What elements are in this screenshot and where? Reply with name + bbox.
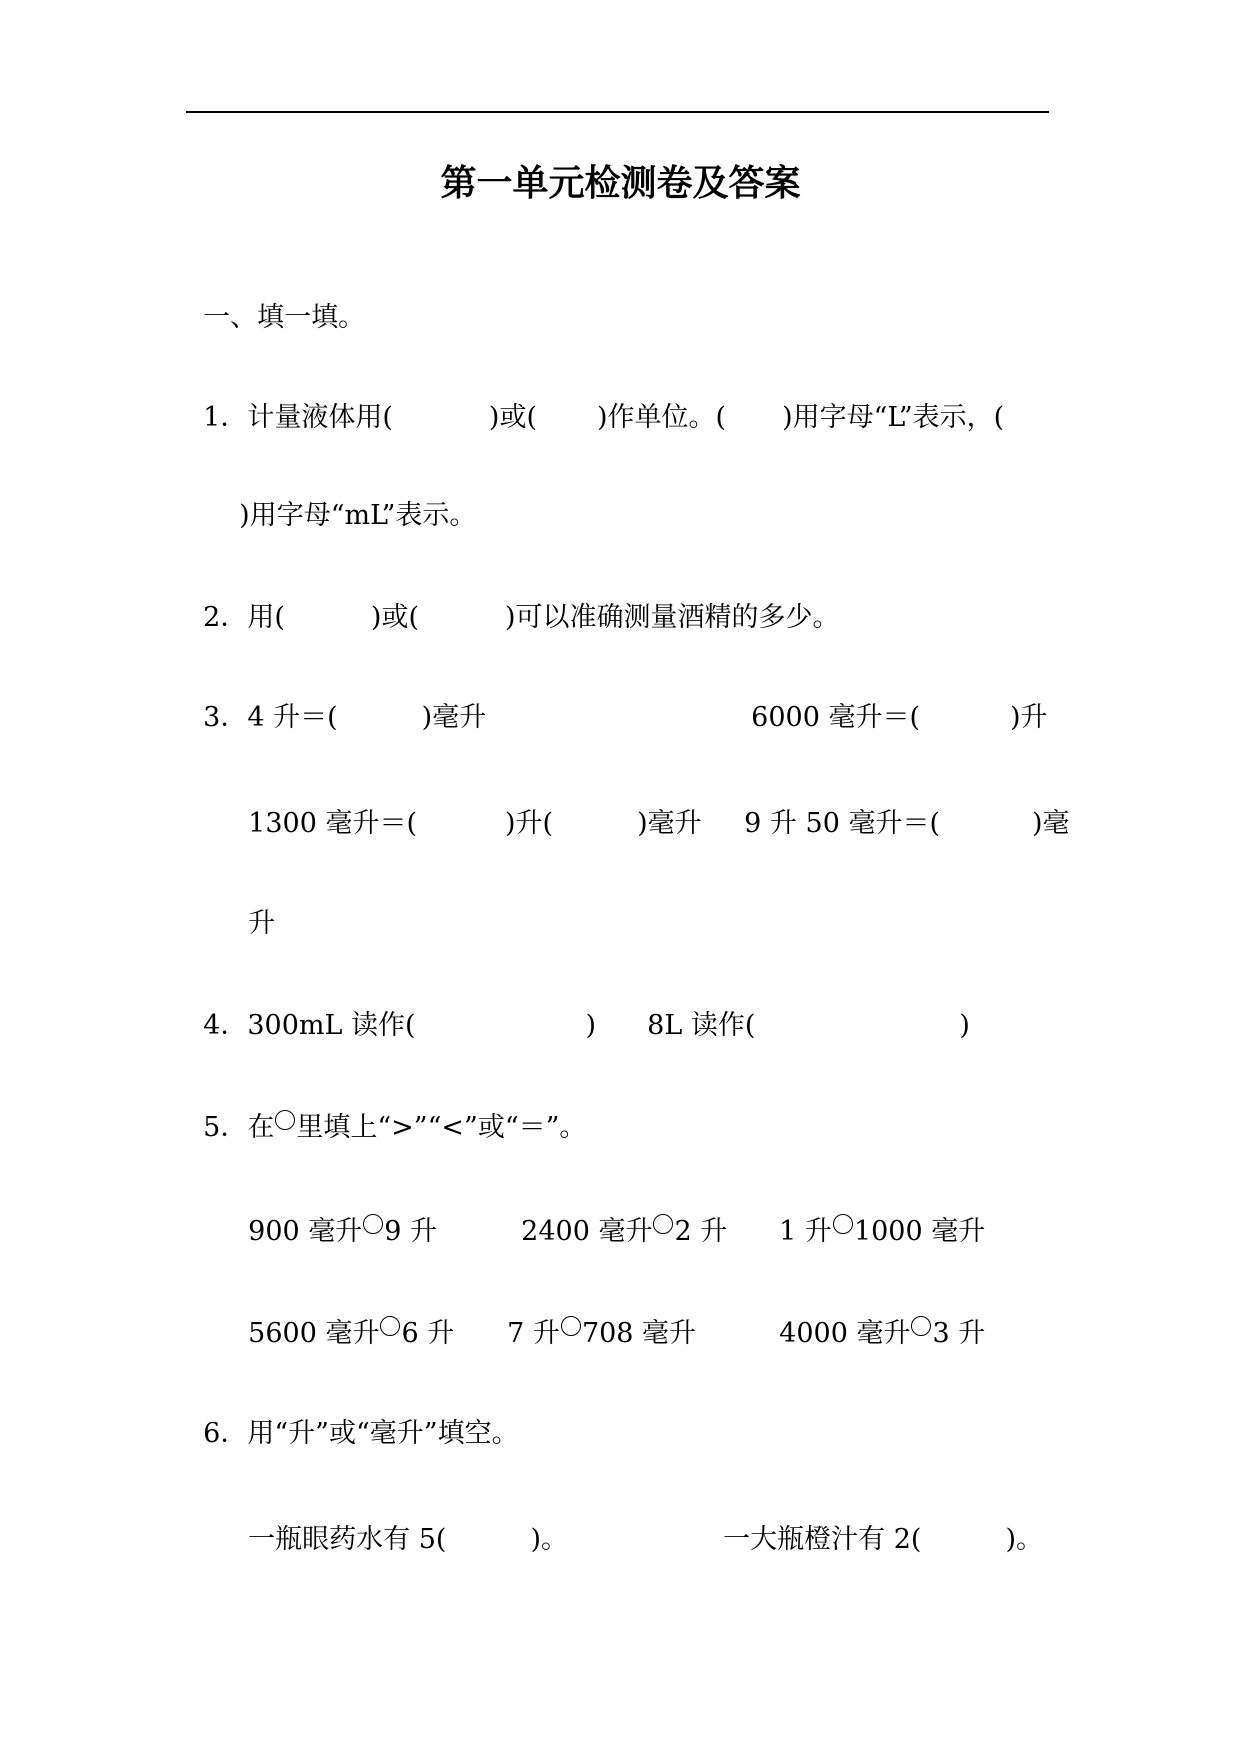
top-rule — [186, 111, 1049, 113]
compare-item: 7 升 708 毫升 — [507, 1318, 697, 1349]
question-number: 1． — [203, 402, 248, 433]
compare-item: 5600 毫升 6 升 — [248, 1318, 455, 1349]
question-3-line-3: 升 — [248, 908, 276, 939]
question-5-prompt: 5．在 里填上“>”“<”或“＝”。 — [203, 1112, 587, 1143]
section-heading: 一、填一填。 — [203, 302, 366, 333]
question-4b: 8L 读作( ) — [647, 1010, 970, 1041]
question-number: 2． — [203, 602, 248, 633]
question-4a: 4．300mL 读作( ) — [203, 1010, 597, 1041]
compare-circle — [653, 1214, 673, 1234]
question-number: 5． — [203, 1112, 248, 1143]
compare-item: 2400 毫升 2 升 — [521, 1216, 728, 1247]
compare-circle — [275, 1110, 295, 1130]
compare-circle — [911, 1316, 931, 1336]
compare-circle — [833, 1214, 853, 1234]
compare-circle — [363, 1214, 383, 1234]
question-number: 6． — [203, 1418, 248, 1449]
question-3-line-2a: 1300 毫升＝( )升( )毫升 — [248, 808, 702, 839]
question-3-line-1a: 3．4 升＝( )毫升 — [203, 702, 487, 733]
page-title: 第一单元检测卷及答案 — [440, 163, 801, 204]
question-number: 4． — [203, 1010, 248, 1041]
question-number: 3． — [203, 702, 248, 733]
question-6-prompt: 6．用“升”或“毫升”填空。 — [203, 1418, 519, 1449]
question-2: 2．用( )或( )可以准确测量酒精的多少。 — [203, 602, 840, 633]
question-6b: 一大瓶橙汁有 2( )。 — [723, 1524, 1044, 1555]
compare-item: 1 升 1000 毫升 — [779, 1216, 986, 1247]
compare-circle — [380, 1316, 400, 1336]
question-1-line-2: )用字母“mL”表示。 — [239, 500, 477, 531]
question-6a: 一瓶眼药水有 5( )。 — [248, 1524, 569, 1555]
question-3-line-1b: 6000 毫升＝( )升 — [751, 702, 1048, 733]
question-3-line-2b: 9 升 50 毫升＝( )毫 — [744, 808, 1070, 839]
compare-item: 4000 毫升 3 升 — [779, 1318, 986, 1349]
compare-circle — [561, 1316, 581, 1336]
compare-item: 900 毫升 9 升 — [248, 1216, 438, 1247]
question-1-line-1: 1．计量液体用( )或( )作单位。( )用字母“L”表示，( — [203, 402, 1005, 433]
